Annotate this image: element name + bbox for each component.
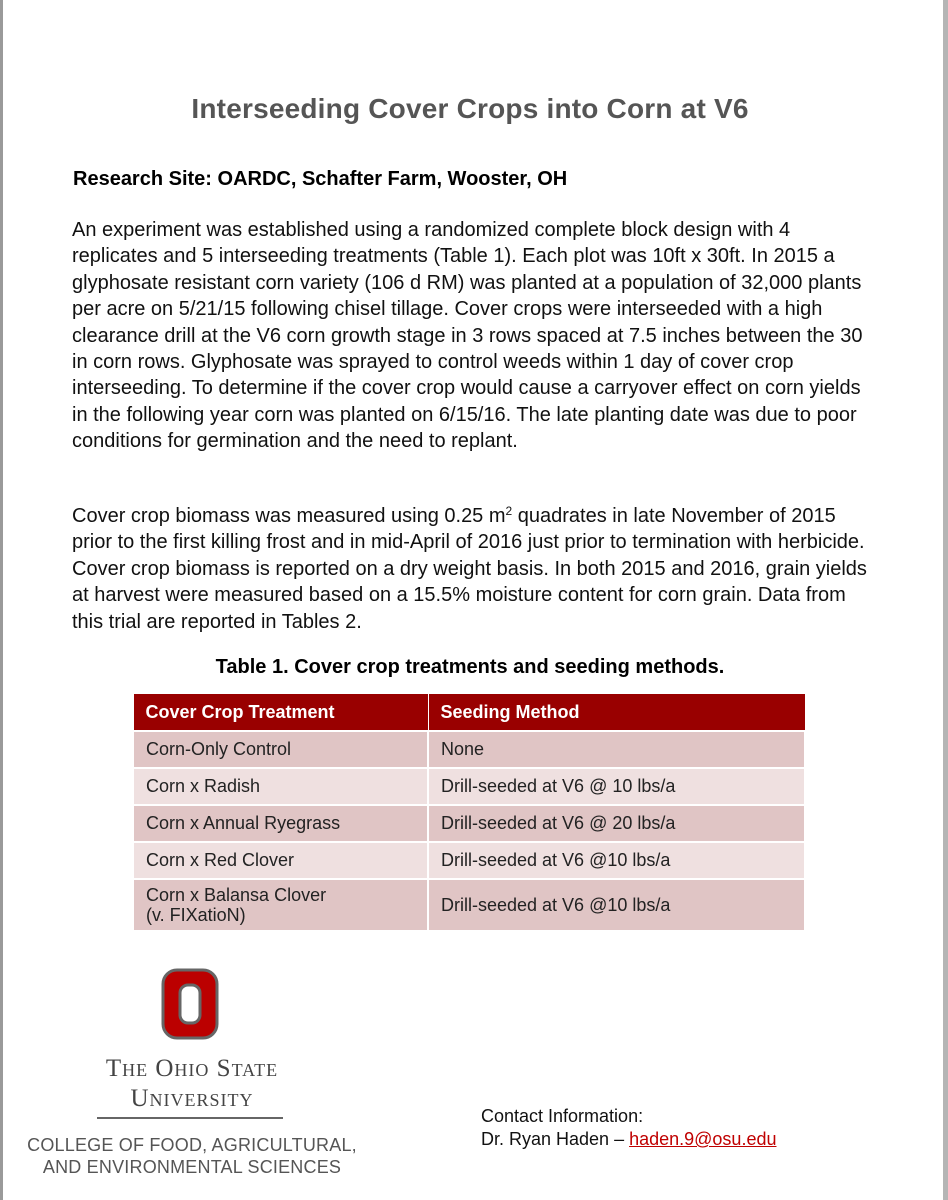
table-row [133,879,805,931]
treatment-line-1: Corn x Balansa Clover [146,885,327,905]
biomass-text-end: quadrates in late November of 2015 prior to the first killing frost and in mid-April of 2016 just prior to termination with herbicide. Cover crop biomass is reported on a dry weight basis. In both 2015 and 2016, grain yields at harvest were measured based on a 15.5% moisture content for corn grain. Data from this trial are reported in Tables 2. [72,505,867,633]
treatments-table [132,693,806,932]
page-title: Interseeding Cover Crops into Corn at V6 [191,93,749,124]
college-name [18,1134,366,1178]
biomass-paragraph [72,503,872,635]
treatment-cell: Corn x Annual Ryegrass [133,805,428,842]
method-cell: Drill-seeded at V6 @ 20 lbs/a [428,805,805,842]
block-o-logo-icon [160,967,220,1041]
table-row [133,842,805,879]
university-wordmark [72,1054,312,1114]
methods-paragraph: An experiment was established using a randomized complete block design with 4 replicates and 5 interseeding treatments (Table 1). Each plot was 10ft x 30ft. In 2015 a glyphosate resistant corn variety (106 d RM) was planted at a population of 32,000 plants per acre on 5/21/15 following chisel tillage. Cover crops were interseeded with a high clearance drill at the V6 corn growth stage in 3 rows spaced at 7.5 inches between the 30 in corn rows. Glyphosate was sprayed to control weeds within 1 day of cover crop interseeding. To determine if the cover crop would cause a carryover effect on corn yields in the following year corn was planted on 6/15/16. The late planting date was due to poor conditions for germination and the need to replant. [72,219,863,453]
method-cell: Drill-seeded at V6 @10 lbs/a [428,879,805,931]
treatment-line-2: (v. FIXatioN) [146,905,246,925]
contact-block [481,1105,776,1151]
college-line-1: COLLEGE OF FOOD, AGRICULTURAL, [27,1135,357,1155]
wordmark-divider [97,1117,283,1119]
page-border-left [0,0,3,1200]
table-row [133,731,805,768]
method-cell: Drill-seeded at V6 @ 10 lbs/a [428,768,805,805]
method-cell: None [428,731,805,768]
contact-email-link[interactable]: haden.9@osu.edu [629,1129,777,1149]
table-caption: Table 1. Cover crop treatments and seeding methods. [215,656,725,678]
method-cell: Drill-seeded at V6 @10 lbs/a [428,842,805,879]
table-header-row [133,694,805,732]
superscript-2: 2 [505,504,513,518]
wordmark-line-2: University [130,1085,254,1112]
contact-line [481,1128,776,1151]
contact-name: Dr. Ryan Haden – [481,1129,630,1149]
treatment-cell: Corn-Only Control [133,731,428,768]
header-treatment: Cover Crop Treatment [133,694,428,732]
header-seeding-method: Seeding Method [428,694,805,732]
table-row [133,805,805,842]
research-site-heading: Research Site: OARDC, Schafter Farm, Wooster, OH [73,168,568,190]
contact-label: Contact Information: [481,1106,644,1126]
treatment-cell [133,879,428,931]
treatment-cell: Corn x Red Clover [133,842,428,879]
college-line-2: AND ENVIRONMENTAL SCIENCES [42,1157,342,1177]
table-row [133,768,805,805]
page-border-right [943,0,948,1200]
treatment-cell: Corn x Radish [133,768,428,805]
biomass-text-start: Cover crop biomass was measured using 0.25 m [72,505,506,527]
wordmark-line-1: The Ohio State [105,1055,279,1082]
